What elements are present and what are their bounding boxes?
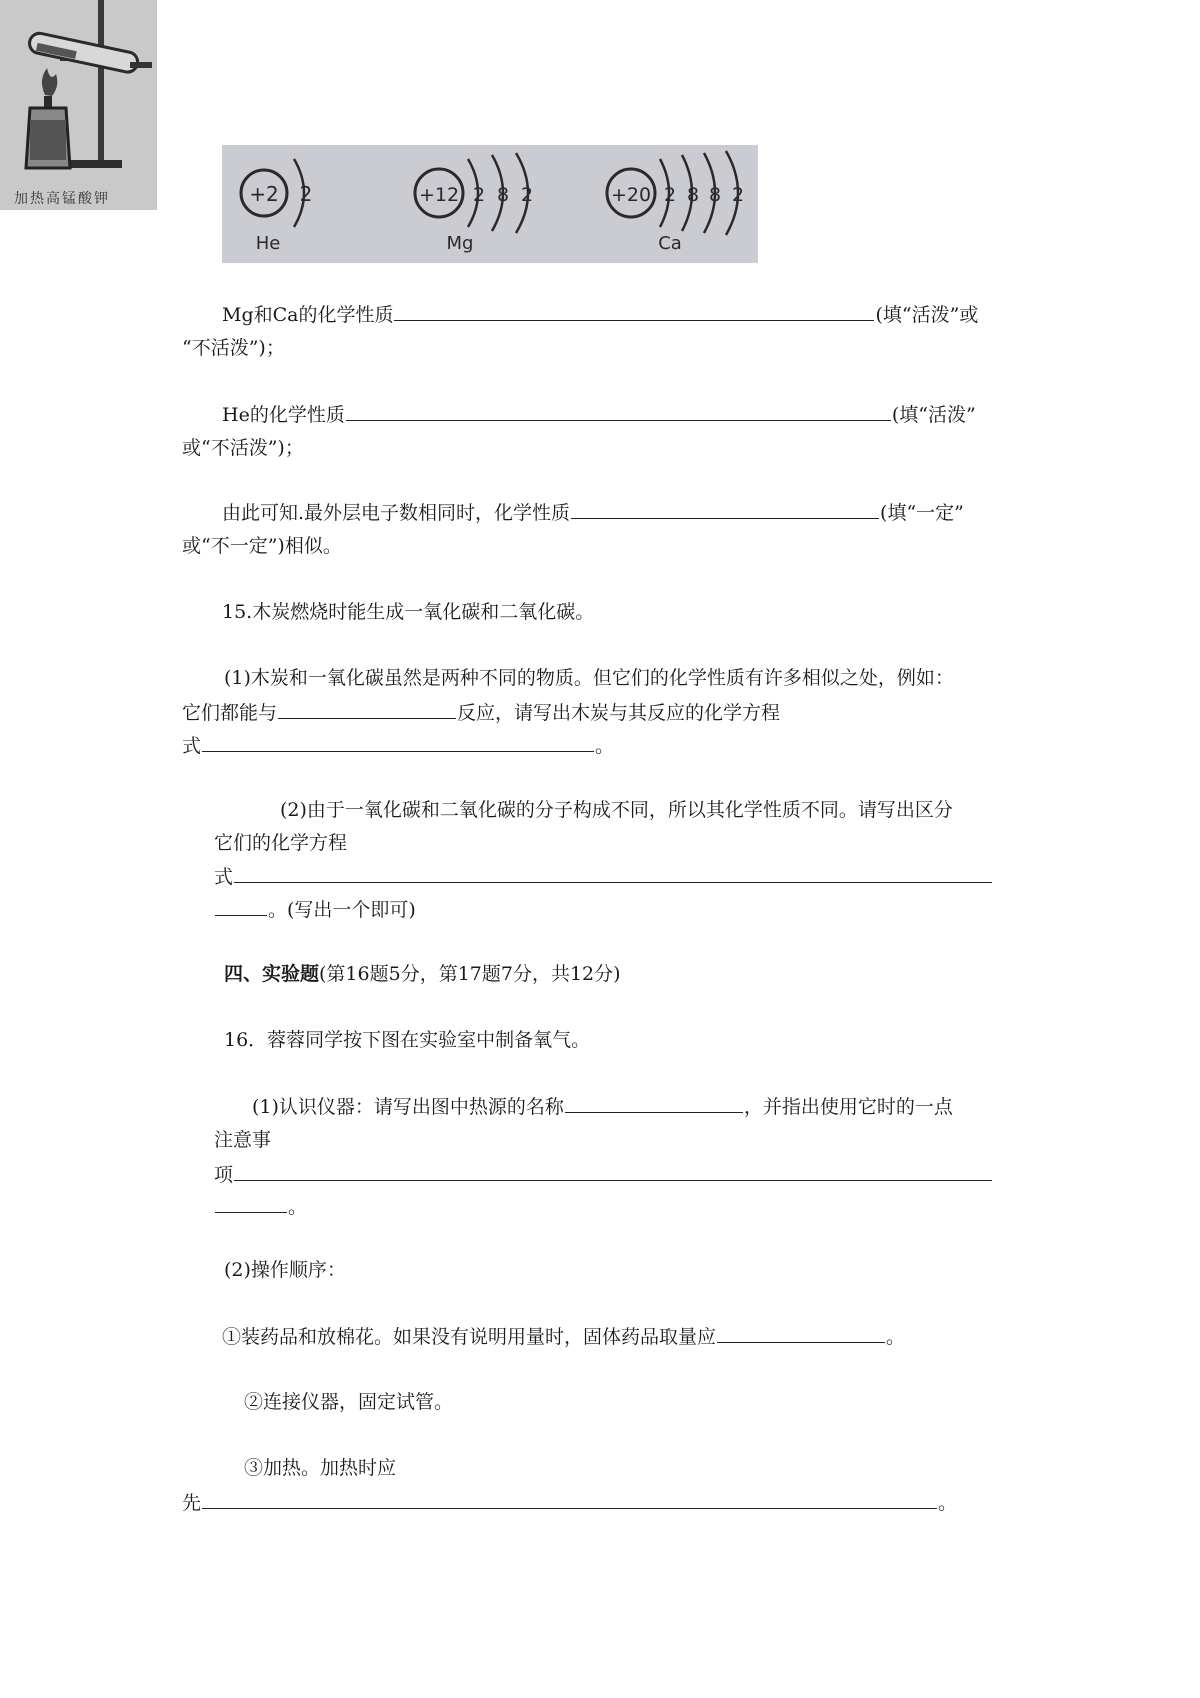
atom-ca-shell-3: 8 [708,184,722,206]
atom-mg-shell-3: 2 [520,184,534,206]
q16-part1-text-a: (1)认识仪器：请写出图中热源的名称 [252,1096,564,1118]
atom-he [241,159,312,254]
q15-part1-text-b: 反应，请写出木炭与其反应的化学方程 [457,702,781,724]
q16-step3-line2 [182,1490,957,1515]
q16-part1-text-b: ，并指出使用它时的一点 [743,1096,953,1118]
atom-he-symbol: He [255,233,281,254]
q14-mgca-line [222,302,978,327]
atom-ca-nucleus: +20 [610,184,652,206]
q15-part1-equation-blank[interactable] [202,733,594,752]
q15-part2-line2: 它们的化学方程 [214,832,348,854]
q14-conclusion-answer-blank[interactable] [571,500,879,519]
q16-heating-blank[interactable] [202,1490,937,1509]
q16-step1-text: ①装药品和放棉花。如果没有说明用量时，固体药品取量应 [222,1326,717,1348]
q14-he-hint: (填“活泼” [891,404,976,426]
atom-mg-nucleus: +12 [418,184,460,206]
section4-note: (第16题5分，第17题7分，共12分) [319,963,621,985]
apparatus-image [0,0,157,210]
q16-part1-line4 [214,1194,307,1219]
section4-heading: 四、实验题 [224,963,320,985]
q15-part2-hint: 。(写出一个即可) [268,899,416,921]
q16-part1-line3 [214,1162,993,1187]
q15-part2-equation-blank[interactable] [234,864,992,883]
q15-part1-period: 。 [595,735,615,757]
apparatus-caption: 加热高锰酸钾 [14,191,110,207]
q14-he-line2: 或“不活泼”)； [182,437,304,459]
q16-part1-line1 [252,1094,953,1119]
q14-mgca-hint: (填“活泼”或 [875,304,979,326]
atom-ca-shell-4: 2 [731,184,745,206]
section4-heading-line [224,962,621,986]
atom-ca-shell-1: 2 [663,184,677,206]
q15-part1-line3 [182,733,614,758]
q16-step3-text: 先 [182,1492,202,1514]
q16-stem: 16．蓉蓉同学按下图在实验室中制备氧气。 [224,1029,591,1051]
q15-part2-text-a: 式 [214,866,234,888]
heating-apparatus-icon [0,0,157,190]
atom-he-shell-1: 2 [299,182,313,206]
q14-conclusion-line2: 或“不一定”)相似。 [182,535,342,557]
atom-he-nucleus: +2 [249,182,279,206]
q15-part1-reactant-blank[interactable] [278,700,456,719]
q14-conclusion-text: 由此可知.最外层电子数相同时，化学性质 [222,502,571,524]
q14-he-text: He的化学性质 [222,404,345,426]
atom-mg-shell-1: 2 [472,184,486,206]
q14-mgca-text: Mg和Ca的化学性质 [222,304,394,326]
q16-step1-line [222,1324,905,1349]
q16-step1-period: 。 [886,1326,906,1348]
q14-mgca-answer-blank[interactable] [394,302,874,321]
q15-part1-text-c: 式 [182,735,202,757]
q16-part1-text-c: 项 [214,1164,234,1186]
q14-conclusion-line [222,500,964,525]
q16-part1-period: 。 [288,1196,308,1218]
atom-mg [415,153,533,254]
q14-mgca-line2: “不活泼”)； [182,337,285,359]
q15-stem: 15.木炭燃烧时能生成一氧化碳和二氧化碳。 [222,601,595,623]
q16-part1-line2: 注意事 [214,1129,272,1151]
atom-ca-shell-2: 8 [686,184,700,206]
q15-part2-line4 [214,897,416,922]
q15-part1-line2 [182,700,780,725]
q15-part1-line1: (1)木炭和一氧化碳虽然是两种不同的物质。但它们的化学性质有许多相似之处，例如： [224,667,954,689]
q15-part2-line3 [214,864,993,889]
atomic-structure-figure [222,145,758,263]
q14-he-line [222,402,976,427]
q16-amount-blank[interactable] [717,1324,885,1343]
q16-caution-blank-continued[interactable] [215,1194,287,1213]
atom-ca-symbol: Ca [658,233,682,254]
q14-conclusion-hint: (填“一定” [880,502,964,524]
q15-part2-line1: (2)由于一氧化碳和二氧化碳的分子构成不同，所以其化学性质不同。请写出区分 [280,799,953,821]
q16-step3: ③加热。加热时应 [244,1457,397,1479]
q16-part2-title: (2)操作顺序： [224,1259,346,1281]
q15-part1-text-a: 它们都能与 [182,702,278,724]
atomic-structure-diagram [222,145,758,263]
q15-part2-equation-blank-continued[interactable] [215,897,267,916]
q16-heat-source-blank[interactable] [565,1094,743,1113]
atom-mg-shell-2: 8 [496,184,510,206]
q14-he-answer-blank[interactable] [346,402,891,421]
q16-caution-blank[interactable] [234,1162,992,1181]
q16-step2: ②连接仪器，固定试管。 [244,1391,454,1413]
q16-step3-period: 。 [938,1492,958,1514]
atom-ca [607,151,744,254]
atom-mg-symbol: Mg [446,233,474,254]
